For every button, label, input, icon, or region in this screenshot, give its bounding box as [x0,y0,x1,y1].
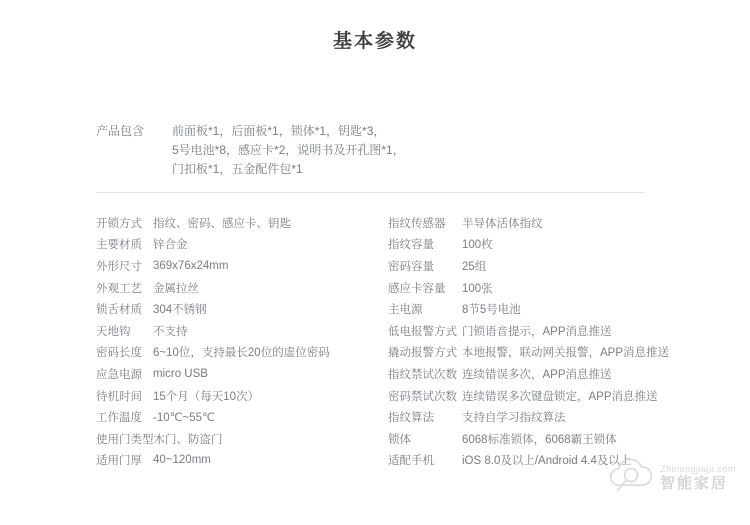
watermark-text [660,465,736,492]
spec-label: 指纹容量 [388,239,434,252]
spec-column-left [96,212,330,471]
spec-label: 指纹算法 [388,412,434,425]
watermark [608,455,736,502]
section-divider [96,192,645,193]
spec-label: 待机时间 [96,390,142,403]
watermark-name: 智能家居 [660,474,729,492]
product-includes-label: 产品包含 [96,124,145,138]
product-includes-section [96,122,405,179]
spec-value: 金属拉丝 [153,282,199,295]
product-includes-line: 前面板*1，后面板*1，锁体*1，钥匙*3， [172,124,386,138]
spec-row [96,363,330,385]
spec-value: 支持自学习指纹算法 [462,412,566,425]
spec-label: 指纹传感器 [388,217,446,230]
spec-row [388,406,669,428]
spec-row [96,298,330,320]
spec-row [388,385,669,407]
spec-row [388,277,669,299]
spec-row [96,320,330,342]
spec-row [96,428,330,450]
product-includes-line: 门扣板*1，五金配件包*1 [172,162,303,176]
spec-label: 应急电源 [96,368,142,381]
spec-value: 15个月（每天10次） [153,390,260,403]
spec-label: 感应卡容量 [388,282,446,295]
spec-row [96,342,330,364]
spec-value: 木门、防盗门 [153,433,223,446]
spec-label: 开锁方式 [96,217,142,230]
spec-row [388,320,669,342]
spec-row [96,255,330,277]
spec-value: -10℃~55℃ [153,412,215,425]
spec-value: 100张 [462,282,493,295]
spec-value: 半导体活体指纹 [462,217,543,230]
spec-value: 连续错误多次，APP消息推送 [462,368,612,381]
spec-value: 6068标准锁体，6068霸王锁体 [462,433,617,446]
spec-row [96,234,330,256]
spec-value: 304不锈钢 [153,304,207,317]
spec-value: 40~120mm [153,454,211,467]
spec-value: 不支持 [153,325,188,338]
spec-value: 100枚 [462,239,493,252]
spec-label: 主要材质 [96,239,142,252]
spec-label: 天地钩 [96,325,131,338]
product-includes-lines [172,122,405,179]
spec-value: 369x76x24mm [153,259,229,272]
spec-row [388,298,669,320]
spec-label: 密码长度 [96,347,142,360]
spec-row [96,212,330,234]
spec-value: 指纹、密码、感应卡、钥匙 [153,217,291,230]
watermark-domain: Zhinengjiaju.com [660,463,737,474]
spec-label: 低电报警方式 [388,325,457,338]
spec-label: 主电源 [388,304,423,317]
spec-label: 适配手机 [388,455,434,468]
spec-label: 密码禁试次数 [388,390,457,403]
spec-row [96,385,330,407]
spec-value: 8节5号电池 [462,304,521,317]
spec-label: 适用门厚 [96,455,142,468]
spec-column-right [388,212,669,471]
spec-row [388,255,669,277]
spec-value: 6~10位，支持最长20位的虚位密码 [153,347,330,360]
cloud-magnifier-icon [608,455,656,502]
spec-label: 密码容量 [388,260,434,273]
spec-label: 使用门类型 [96,433,154,446]
spec-row [388,342,669,364]
spec-value: 锌合金 [153,239,188,252]
spec-label: 指纹禁试次数 [388,368,457,381]
spec-value: 本地报警，联动网关报警，APP消息推送 [462,347,670,360]
spec-row [388,212,669,234]
spec-label: 外形尺寸 [96,260,142,273]
spec-value: iOS 8.0及以上/Android 4.4及以上 [462,455,632,468]
page-title: 基本参数 [332,31,417,52]
spec-value: 连续错误多次键盘锁定，APP消息推送 [462,390,658,403]
spec-value: micro USB [153,367,208,380]
spec-row [388,428,669,450]
spec-row [96,450,330,472]
spec-value: 25组 [462,260,487,273]
spec-row [388,363,669,385]
spec-label: 外观工艺 [96,282,142,295]
spec-row [96,277,330,299]
product-includes-line: 5号电池*8，感应卡*2，说明书及开孔图*1， [172,143,405,157]
spec-label: 工作温度 [96,412,142,425]
spec-row [96,406,330,428]
spec-value: 门锁语音提示，APP消息推送 [462,325,612,338]
spec-label: 锁体 [388,433,411,446]
spec-label: 锁舌材质 [96,304,142,317]
spec-row [388,234,669,256]
spec-label: 撬动报警方式 [388,347,457,360]
